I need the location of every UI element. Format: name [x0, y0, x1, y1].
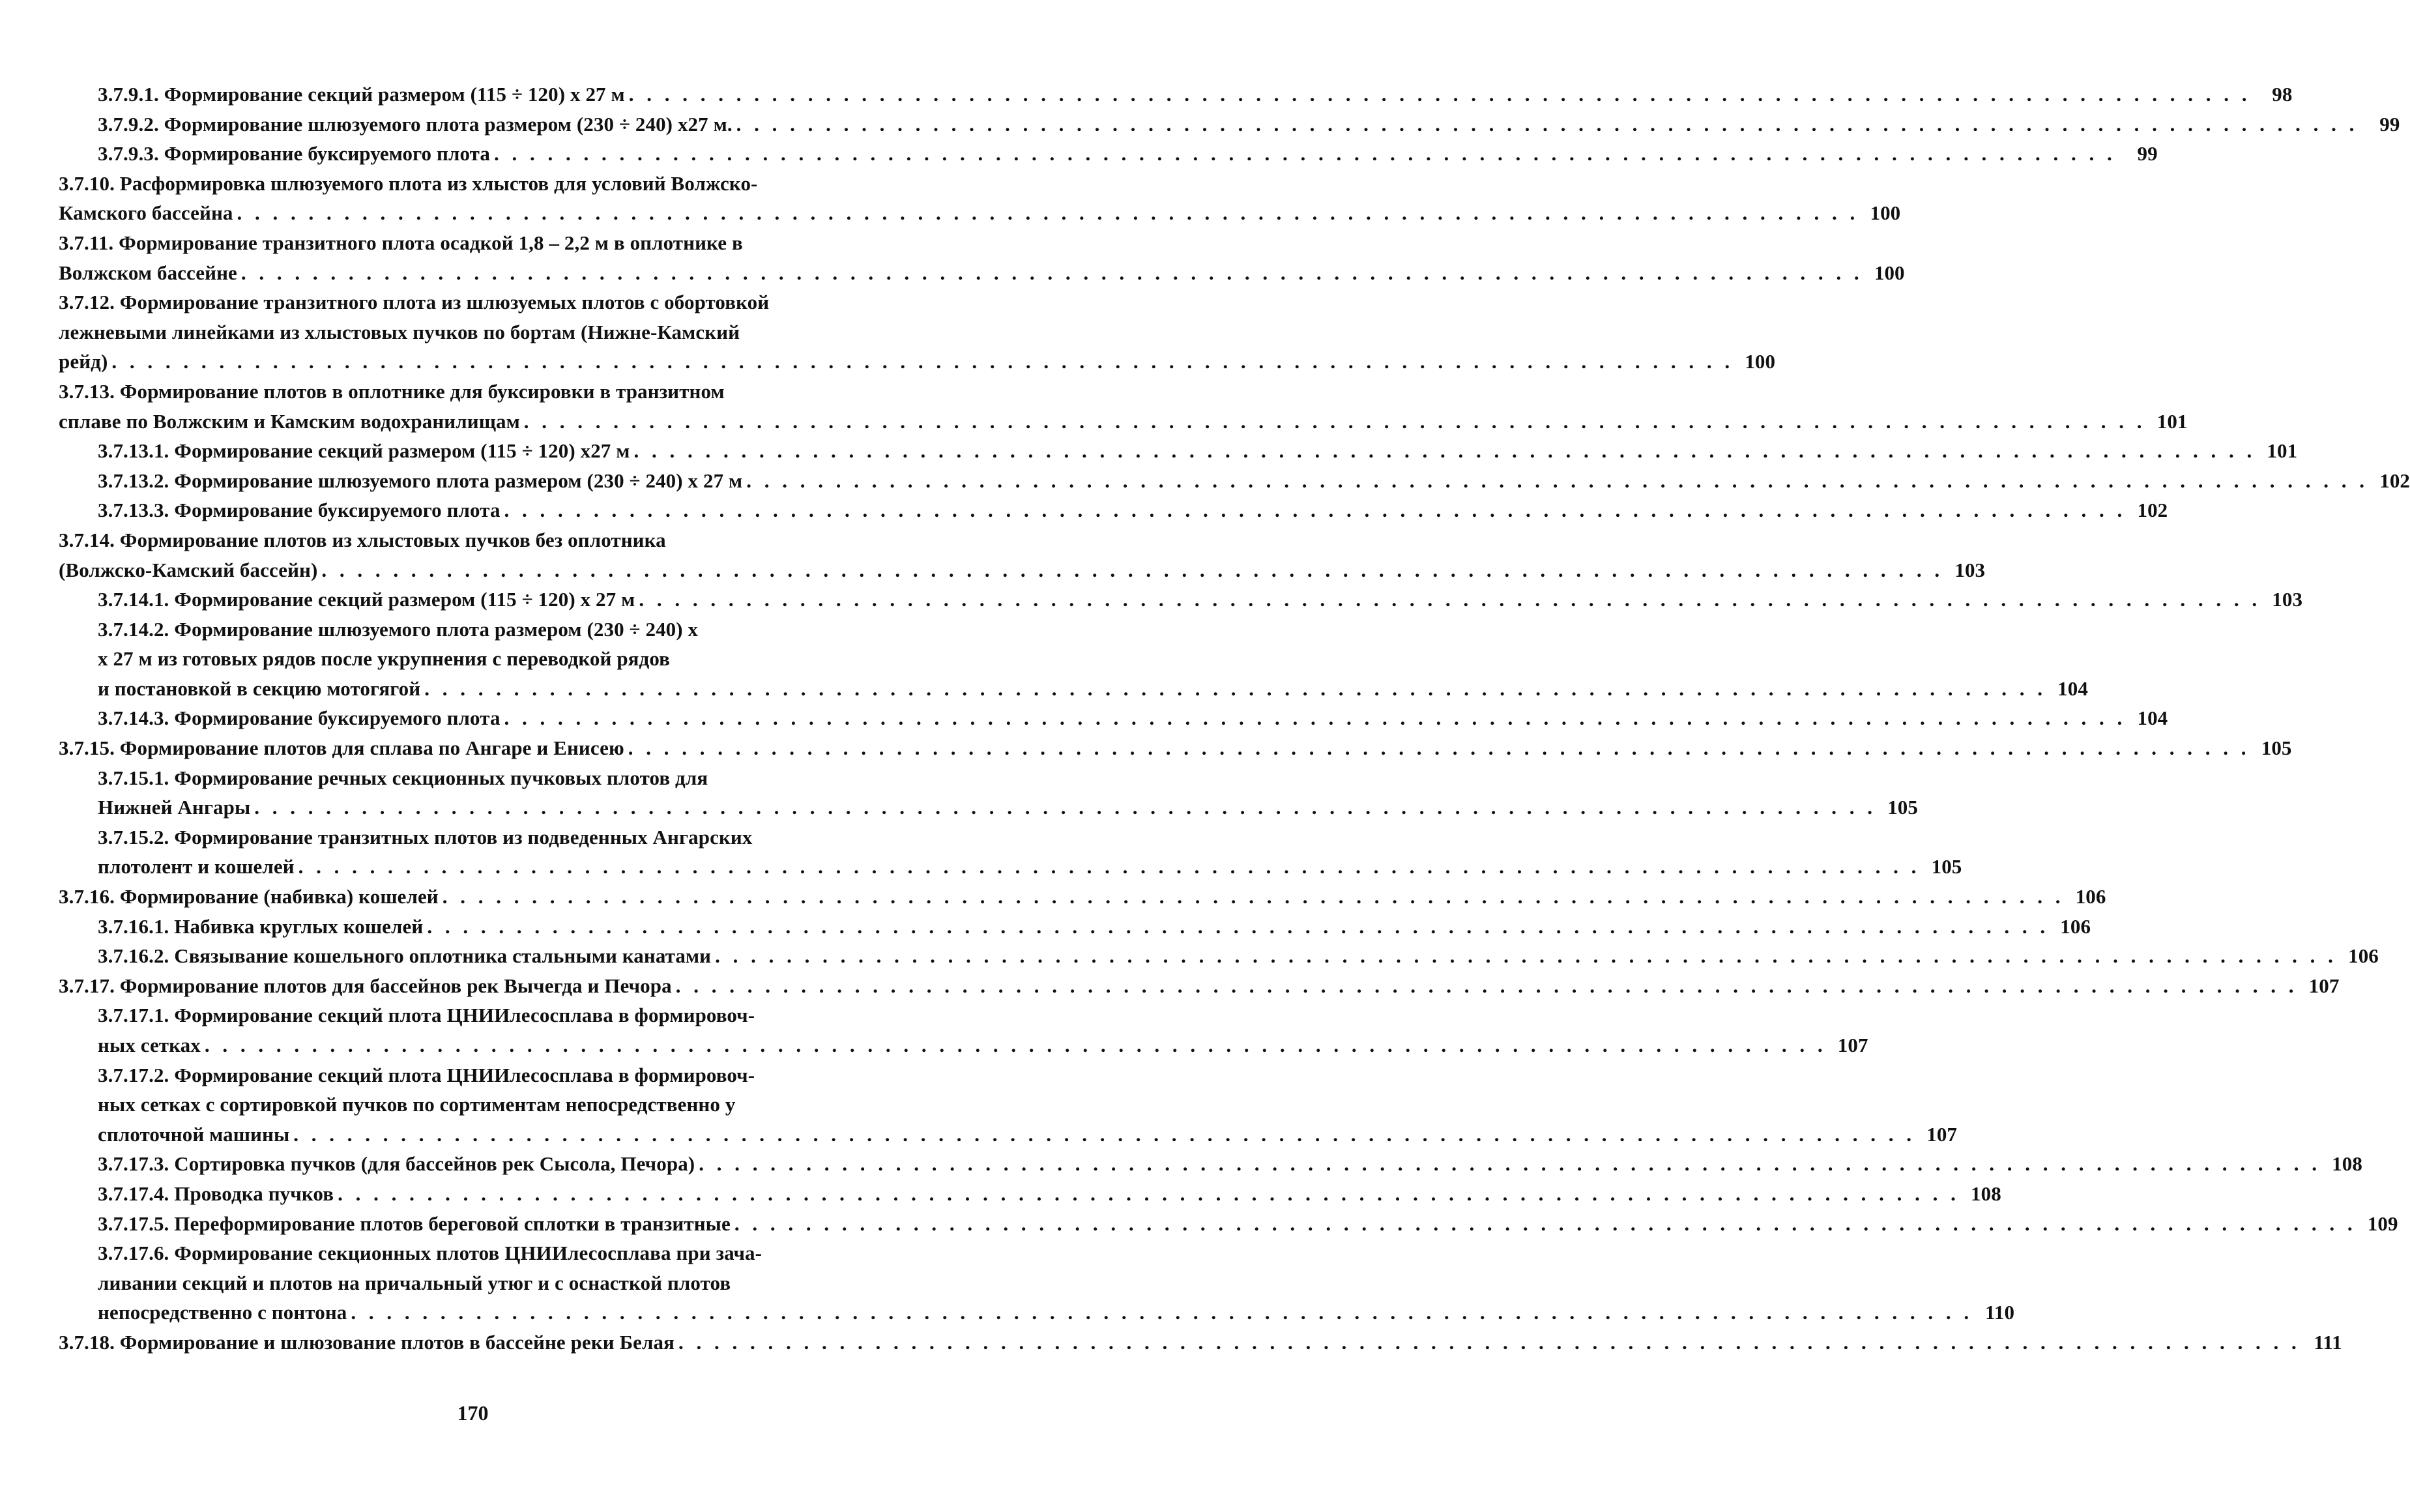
dot-leader — [241, 258, 1863, 288]
toc-page-number: 106 — [2348, 944, 2379, 968]
toc-page-number: 104 — [2137, 706, 2168, 730]
dot-leader — [736, 109, 2359, 139]
dot-leader — [494, 139, 2116, 169]
toc-entry — [59, 941, 2379, 971]
toc-entry-text: 3.7.16.1. Набивка круглых кошелей — [98, 914, 424, 938]
dot-leader — [678, 1328, 2301, 1358]
toc-entry-text: 3.7.13.3. Формирование буксируемого плота — [98, 499, 501, 522]
toc-entry — [59, 1000, 1868, 1060]
toc-entry-last-line — [59, 971, 2340, 1001]
toc-entry — [59, 733, 2292, 763]
toc-entry — [59, 139, 2158, 169]
dot-leader — [338, 1179, 1960, 1209]
toc-entry-last-line — [98, 139, 2158, 169]
toc-entry-text: 3.7.18. Формирование и шлюзование плотов в бассейне реки Белая — [59, 1330, 675, 1354]
toc-page-number: 102 — [2137, 499, 2168, 522]
toc-entry — [59, 703, 2168, 733]
dot-leader — [715, 941, 2337, 971]
toc-entry-line — [98, 1060, 867, 1090]
toc-entry-text: (Волжско-Камский бассейн) — [59, 558, 318, 581]
toc-entry-text: Камского бассейна — [59, 201, 233, 225]
toc-page-number: 100 — [1874, 261, 1905, 284]
toc-entry-line — [98, 822, 867, 852]
toc-entry-text: 3.7.15. Формирование плотов для сплава по Ангаре и Енисею — [59, 736, 624, 760]
toc-entry-line — [98, 1090, 867, 1120]
toc-entry — [59, 109, 2400, 139]
toc-entry-text: 3.7.9.2. Формирование шлюзуемого плота размером (230 ÷ 240) х27 м. — [98, 112, 733, 136]
toc-entry — [59, 169, 1901, 228]
toc-page-number: 107 — [1926, 1122, 1958, 1146]
dot-leader — [443, 882, 2065, 912]
toc-entry-text: 3.7.14.3. Формирование буксируемого плота — [98, 706, 501, 730]
toc-entry-text: 3.7.11. Формирование транзитного плота осадкой 1,8 – 2,2 м в оплотнике в — [59, 231, 743, 254]
toc-entry-last-line — [59, 1328, 2342, 1358]
toc-entry-last-line — [98, 1149, 2362, 1179]
toc-entry-text: х 27 м из готовых рядов после укрупнения с переводкой рядов — [98, 647, 671, 671]
toc-entry-text: 3.7.16.2. Связывание кошельного оплотника стальными канатами — [98, 944, 712, 968]
toc-page-number: 99 — [2137, 142, 2158, 166]
toc-entry-text: 3.7.9.1. Формирование секций размером (115 ÷ 120) х 27 м — [98, 83, 625, 106]
dot-leader — [293, 1120, 1915, 1150]
toc-entry-text: 3.7.14.1. Формирование секций размером (115 ÷ 120) х 27 м — [98, 588, 635, 611]
toc-entry-last-line — [59, 198, 1901, 228]
toc-page-number: 105 — [1887, 796, 1919, 819]
toc-page-number: 105 — [2261, 736, 2292, 760]
toc-entry — [59, 80, 2293, 109]
toc-entry-text: 3.7.17.5. Переформирование плотов береговой сплотки в транзитные — [98, 1212, 731, 1235]
toc-page-number: 103 — [1954, 558, 1986, 581]
toc-entry — [59, 466, 2410, 496]
toc-entry — [59, 971, 2340, 1001]
dot-leader — [633, 436, 2256, 466]
toc-page-number: 104 — [2057, 676, 2088, 700]
toc-entry — [59, 1209, 2398, 1239]
toc-entry — [59, 615, 2088, 704]
page-number: 170 — [457, 1401, 489, 1425]
toc-entry-last-line — [98, 80, 2293, 109]
toc-entry-text: рейд) — [59, 350, 108, 373]
toc-entry-text: сплоточной машины — [98, 1122, 290, 1146]
toc-page-number: 108 — [2332, 1152, 2362, 1176]
toc-page-number: 100 — [1745, 350, 1776, 373]
toc-entry — [59, 763, 1919, 822]
dot-leader — [254, 792, 1876, 822]
toc-entry-line — [98, 763, 867, 793]
toc-entry-text: 3.7.13.1. Формирование секций размером (115 ÷ 120) х27 м — [98, 439, 630, 463]
toc-entry-last-line — [98, 466, 2410, 496]
toc-entry-line — [59, 377, 867, 407]
toc-entry — [59, 525, 1986, 585]
toc-entry-last-line — [98, 1179, 2001, 1209]
toc-entry-text: 3.7.17.2. Формирование секций плота ЦНИИлесосплава в формировоч- — [98, 1063, 755, 1086]
toc-entry-last-line — [98, 1030, 1868, 1060]
toc-entry — [59, 495, 2168, 525]
toc-entry-text: 3.7.13. Формирование плотов в оплотнике для буксировки в транзитном — [59, 379, 725, 403]
toc-entry — [59, 1328, 2342, 1358]
dot-leader — [639, 585, 2261, 615]
dot-leader — [111, 347, 1734, 377]
toc-entry-line — [98, 644, 867, 674]
toc-page-number: 107 — [2308, 974, 2340, 997]
table-of-contents — [59, 80, 2410, 1358]
toc-entry — [59, 377, 2188, 436]
toc-entry-text: 3.7.16. Формирование (набивка) кошелей — [59, 885, 439, 909]
toc-entry — [59, 436, 2298, 466]
toc-entry-text: непосредственно с понтона — [98, 1301, 347, 1324]
dot-leader — [298, 852, 1921, 882]
toc-entry — [59, 585, 2303, 615]
dot-leader — [321, 555, 1943, 585]
dot-leader — [424, 674, 2046, 704]
toc-entry-text: 3.7.15.1. Формирование речных секционных пучковых плотов для — [98, 766, 708, 789]
toc-page-number: 100 — [1870, 201, 1901, 225]
toc-entry-line — [98, 1268, 867, 1298]
toc-entry — [59, 882, 2106, 912]
dot-leader — [237, 198, 1859, 228]
toc-entry-last-line — [98, 436, 2298, 466]
toc-entry-text: 3.7.17.4. Проводка пучков — [98, 1182, 334, 1205]
toc-entry-text: 3.7.14.2. Формирование шлюзуемого плота размером (230 ÷ 240) х — [98, 617, 699, 641]
dot-leader — [699, 1149, 2321, 1179]
toc-entry-last-line — [59, 733, 2292, 763]
toc-entry-text: 3.7.17.1. Формирование секций плота ЦНИИлесосплава в формировоч- — [98, 1004, 755, 1027]
toc-page-number: 101 — [2156, 409, 2188, 433]
toc-entry-last-line — [59, 347, 1776, 377]
toc-entry — [59, 1238, 2015, 1328]
toc-entry-text: плотолент и кошелей — [98, 855, 295, 879]
toc-page-number: 103 — [2272, 588, 2303, 611]
toc-entry-last-line — [98, 1209, 2398, 1239]
toc-page-number: 98 — [2272, 83, 2293, 106]
toc-entry-line — [98, 1238, 867, 1268]
toc-entry-text: 3.7.9.3. Формирование буксируемого плота — [98, 142, 490, 166]
toc-page-number: 105 — [1931, 855, 1962, 879]
toc-entry-last-line — [98, 852, 1962, 882]
toc-entry-text: ных сетках с сортировкой пучков по сортиментам непосредственно у — [98, 1093, 736, 1116]
toc-entry-text: 3.7.17.3. Сортировка пучков (для бассейнов рек Сысола, Печора) — [98, 1152, 695, 1176]
toc-entry — [59, 287, 1776, 377]
toc-entry-line — [59, 317, 867, 347]
toc-entry-text: 3.7.12. Формирование транзитного плота из шлюзуемых плотов с обортовкой — [59, 291, 770, 314]
toc-entry-text: сплаве по Волжским и Камским водохранилищам — [59, 409, 520, 433]
dot-leader — [504, 703, 2127, 733]
toc-entry-line — [59, 525, 867, 555]
toc-entry-text: ных сетках — [98, 1034, 201, 1056]
toc-entry-last-line — [59, 407, 2188, 437]
dot-leader — [629, 80, 2251, 109]
toc-entry-last-line — [59, 555, 1986, 585]
toc-entry — [59, 1149, 2362, 1179]
toc-page-number: 108 — [1971, 1182, 2001, 1205]
toc-entry-line — [59, 169, 867, 199]
toc-page-number: 106 — [2075, 885, 2106, 909]
dot-leader — [427, 912, 2049, 942]
toc-entry-text: и постановкой в секцию мотогягой — [98, 676, 421, 700]
toc-entry — [59, 912, 2091, 942]
dot-leader — [734, 1209, 2357, 1239]
toc-entry-last-line — [98, 109, 2400, 139]
toc-entry-line — [59, 228, 867, 258]
toc-entry-text: 3.7.17.6. Формирование секционных плотов ЦНИИлесосплава при зача- — [98, 1242, 762, 1265]
toc-entry-line — [98, 615, 867, 645]
toc-entry — [59, 1060, 1958, 1150]
toc-entry — [59, 822, 1962, 882]
toc-entry-line — [59, 287, 867, 317]
toc-page-number: 101 — [2267, 439, 2298, 463]
toc-entry-text: 3.7.10. Расформировка шлюзуемого плота из хлыстов для условий Волжско- — [59, 171, 758, 195]
toc-page-number: 110 — [1985, 1301, 2015, 1324]
toc-entry-last-line — [98, 674, 2088, 704]
dot-leader — [746, 466, 2368, 496]
toc-entry-last-line — [98, 1120, 1958, 1150]
toc-entry-text: лежневыми линейками из хлыстовых пучков по бортам (Нижне-Камский — [59, 320, 740, 343]
toc-page-number: 102 — [2379, 469, 2410, 492]
dot-leader — [524, 407, 2146, 437]
toc-entry-text: 3.7.17. Формирование плотов для бассейнов рек Вычегда и Печора — [59, 974, 672, 997]
toc-entry-last-line — [59, 882, 2106, 912]
toc-entry-text: Нижней Ангары — [98, 796, 251, 819]
toc-entry-text: 3.7.15.2. Формирование транзитных плотов из подведенных Ангарских — [98, 825, 753, 849]
toc-entry-last-line — [98, 941, 2379, 971]
toc-entry-last-line — [98, 495, 2168, 525]
toc-entry-text: Волжском бассейне — [59, 261, 237, 284]
toc-entry-last-line — [98, 912, 2091, 942]
toc-entry-last-line — [59, 258, 1905, 288]
toc-entry-text: 3.7.13.2. Формирование шлюзуемого плота размером (230 ÷ 240) х 27 м — [98, 469, 743, 492]
dot-leader — [205, 1030, 1827, 1060]
dot-leader — [628, 733, 2250, 763]
toc-entry-last-line — [98, 585, 2303, 615]
toc-entry-last-line — [98, 703, 2168, 733]
toc-page-number: 111 — [2314, 1330, 2342, 1354]
toc-entry-line — [98, 1000, 867, 1030]
toc-page-number: 106 — [2060, 914, 2091, 938]
dot-leader — [504, 495, 2127, 525]
toc-page-number: 109 — [2367, 1212, 2398, 1235]
toc-entry-last-line — [98, 1298, 2015, 1328]
toc-entry — [59, 1179, 2001, 1209]
toc-page-number: 107 — [1837, 1034, 1868, 1056]
toc-entry-text: 3.7.14. Формирование плотов из хлыстовых пучков без оплотника — [59, 528, 666, 551]
toc-page-number: 99 — [2379, 112, 2400, 136]
toc-entry-text: ливании секций и плотов на причальный утюг и с оснасткой плотов — [98, 1271, 731, 1294]
toc-entry-last-line — [98, 792, 1919, 822]
toc-entry — [59, 228, 1905, 287]
dot-leader — [351, 1298, 1973, 1328]
dot-leader — [676, 971, 2298, 1001]
